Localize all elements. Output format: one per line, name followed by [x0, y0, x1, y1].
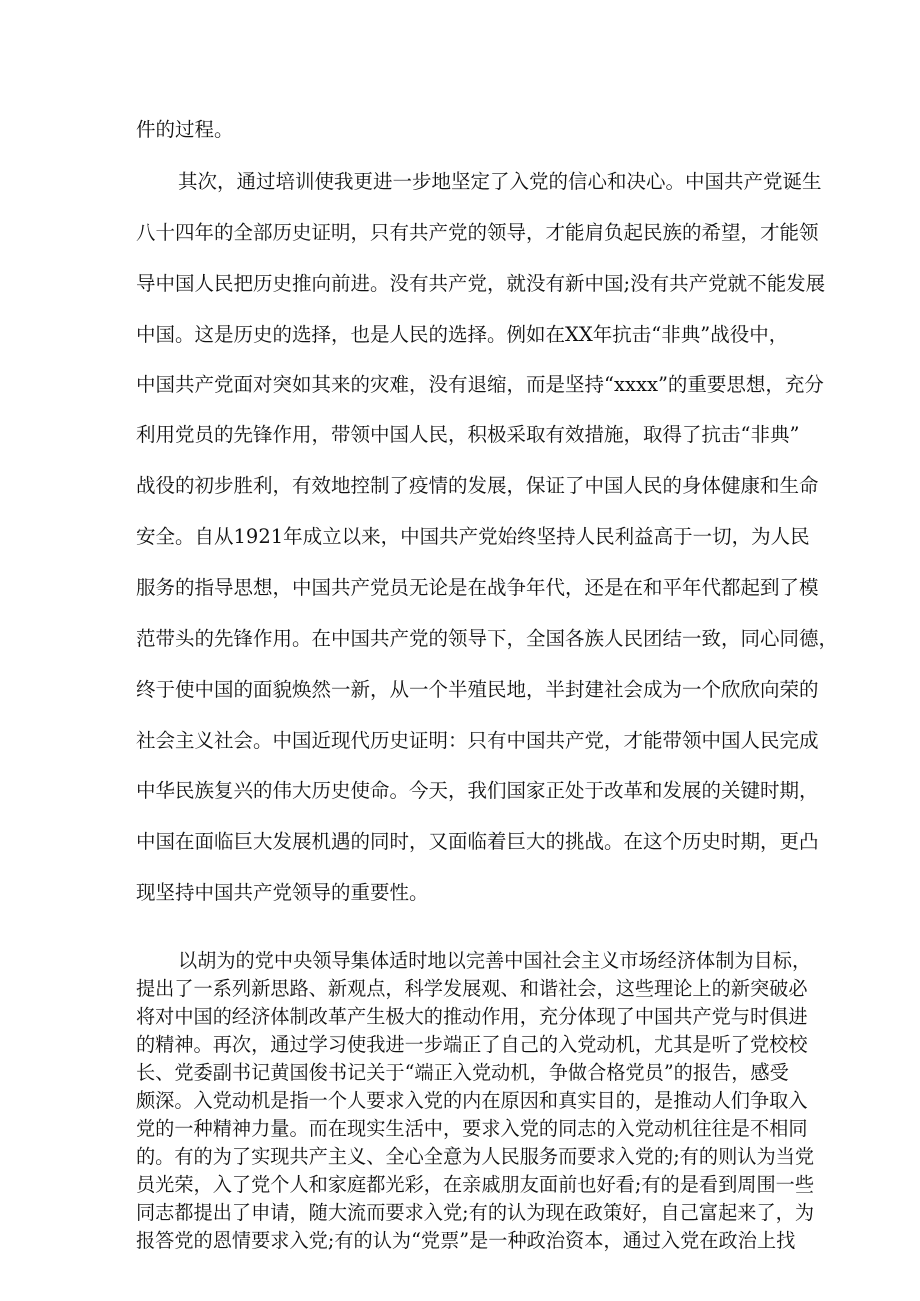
text-line: 终于使中国的面貌焕然一新，从一个半殖民地，半封建社会成为一个欣欣向荣的 — [136, 678, 819, 701]
text-line: 其次，通过培训使我更进一步地坚定了入党的信心和决心。中国共产党诞生 — [178, 170, 822, 193]
text-line: 党的一种精神力量。而在现实生活中，要求入党的同志的入党动机往往是不相同 — [136, 1117, 808, 1140]
text-line: 颇深。入党动机是指一个人要求入党的内在原因和真实目的，是推动人们争取入 — [136, 1089, 808, 1112]
text-line: 战役的初步胜利，有效地控制了疫情的发展，保证了中国人民的身体健康和生命 — [136, 474, 819, 497]
text-line: 现坚持中国共产党领导的重要性。 — [136, 881, 429, 904]
text-line: 导中国人民把历史推向前进。没有共产党，就没有新中国;没有共产党就不能发展 — [136, 272, 826, 295]
text-line: 中国在面临巨大发展机遇的同时，又面临着巨大的挑战。在这个历史时期，更凸 — [136, 830, 819, 853]
text-line: 员光荣，入了党个人和家庭都光彩，在亲戚朋友面前也好看;有的是看到周围一些 — [136, 1173, 815, 1196]
text-line: 安全。自从1921年成立以来，中国共产党始终坚持人民利益高于一切，为人民 — [136, 525, 810, 548]
text-line: 同志都提出了申请，随大流而要求入党;有的认为现在政策好，自己富起来了，为 — [136, 1201, 815, 1224]
text-line: 报答党的恩情要求入党;有的认为“党票”是一种政治资本，通过入党在政治上找 — [136, 1229, 796, 1252]
text-line: 中国共产党面对突如其来的灾难，没有退缩，而是坚持“xxxx”的重要思想，充分 — [136, 373, 824, 396]
text-line: 社会主义社会。中国近现代历史证明：只有中国共产党，才能带领中国人民完成 — [136, 729, 819, 752]
text-line: 的。有的为了实现共产主义、全心全意为人民服务而要求入党的;有的则认为当党 — [136, 1145, 815, 1168]
text-line: 提出了一系列新思路、新观点，科学发展观、和谐社会，这些理论上的新突破必 — [136, 977, 808, 1000]
text-line: 范带头的先锋作用。在中国共产党的领导下，全国各族人民团结一致，同心同德， — [136, 627, 839, 650]
text-line: 中华民族复兴的伟大历史使命。今天，我们国家正处于改革和发展的关键时期， — [136, 779, 819, 802]
text-line: 将对中国的经济体制改革产生极大的推动作用，充分体现了中国共产党与时俱进 — [136, 1005, 808, 1028]
text-line: 以胡为的党中央领导集体适时地以完善中国社会主义市场经济体制为目标， — [178, 949, 812, 972]
text-line: 中国。这是历史的选择，也是人民的选择。例如在XX年抗击“非典”战役中， — [136, 323, 789, 346]
text-line: 服务的指导思想，中国共产党员无论是在战争年代，还是在和平年代都起到了模 — [136, 576, 819, 599]
text-line: 的精神。再次，通过学习使我进一步端正了自己的入党动机，尤其是听了党校校 — [136, 1033, 808, 1056]
text-line: 长、党委副书记黄国俊书记关于“端正入党动机，争做合格党员”的报告，感受 — [136, 1061, 789, 1084]
text-line: 利用党员的先锋作用，带领中国人民，积极采取有效措施，取得了抗击“非典” — [136, 423, 800, 446]
text-line: 件的过程。 — [136, 118, 234, 141]
text-line: 八十四年的全部历史证明，只有共产党的领导，才能肩负起民族的希望，才能领 — [136, 221, 819, 244]
